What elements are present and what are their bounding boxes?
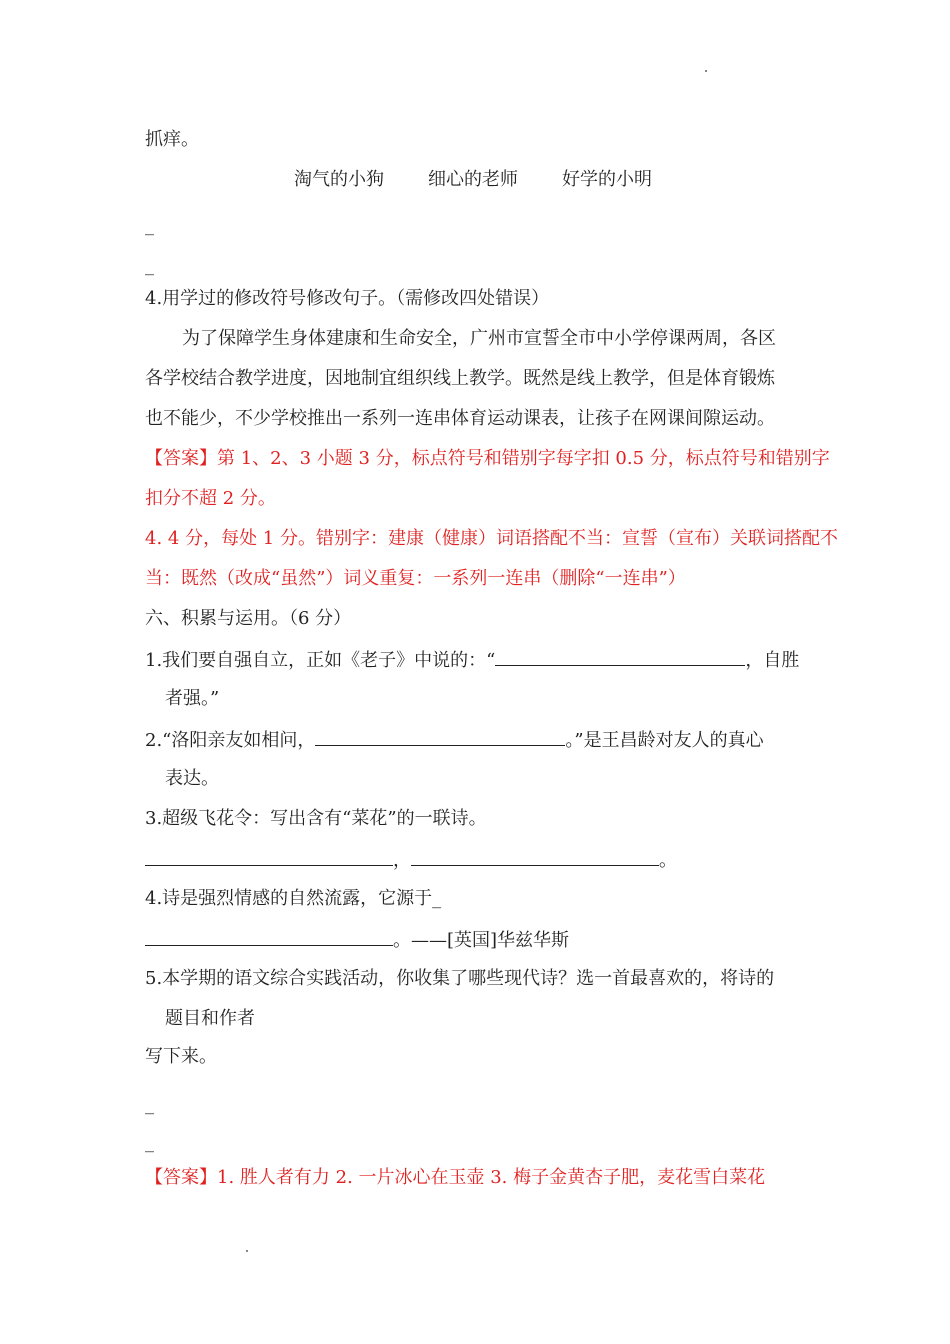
q-text: ，自胜 — [745, 650, 800, 671]
answer-line: 4. 4 分，每处 1 分。错别字：建康（健康）词语搭配不当：宣誓（宣布）关联词搭配不 — [145, 528, 838, 549]
paragraph-line: 各学校结合教学进度，因地制宜组织线上教学。既然是线上教学，但是体育锻炼 — [145, 368, 775, 389]
option: 好学的小明 — [562, 169, 652, 190]
question-5: 5.本学期的语文综合实践活动，你收集了哪些现代诗？选一首最喜欢的，将诗的 — [145, 968, 775, 989]
comma: ， — [393, 850, 411, 871]
answer-dash: _ — [145, 1094, 154, 1115]
answer-line: 当：既然（改成“虽然”）词义重复：一系列一连串（删除“一连串”） — [145, 568, 686, 589]
q-text: 表达。 — [165, 768, 219, 789]
question-4b: 4.诗是强烈情感的自然流露，它源于_ — [145, 888, 442, 909]
period: 。 — [659, 850, 677, 871]
question-4: 4.用学过的修改符号修改句子。（需修改四处错误） — [145, 288, 550, 309]
page-mark — [246, 1250, 248, 1252]
answer-line: 扣分不超 2 分。 — [145, 488, 276, 509]
page-mark — [705, 70, 707, 72]
text-line: 抓痒。 — [145, 129, 199, 150]
paragraph-line: 也不能少，不少学校推出一系列一连串体育运动课表，让孩子在网课间隙运动。 — [145, 408, 775, 429]
q-text: 题目和作者 — [165, 1008, 255, 1029]
answer-dash: _ — [145, 255, 154, 276]
option: 淘气的小狗 — [294, 169, 384, 190]
section-heading: 六、积累与运用。（6 分） — [145, 608, 352, 629]
question-4b-cont — [145, 927, 569, 953]
answer-blanks — [145, 847, 677, 873]
fill-blank[interactable] — [411, 847, 659, 866]
question-2 — [145, 727, 764, 753]
q-text: 。”是王昌龄对友人的真心 — [565, 730, 764, 751]
q-text: 者强。” — [165, 688, 220, 709]
answer-line: 【答案】第 1、2、3 小题 3 分，标点符号和错别字每字扣 0.5 分，标点符号和错别字 — [145, 448, 830, 469]
q-text: 2.“洛阳亲友如相问， — [145, 730, 316, 751]
q-text: 写下来。 — [145, 1046, 217, 1067]
answer-line: 【答案】1. 胜人者有力 2. 一片冰心在玉壶 3. 梅子金黄杏子肥，麦花雪白菜花 — [145, 1167, 766, 1188]
answer-dash: _ — [145, 215, 154, 236]
question-3: 3.超级飞花令：写出含有“菜花”的一联诗。 — [145, 808, 487, 829]
paragraph-line: 为了保障学生身体建康和生命安全，广州市宣誓全市中小学停课两周，各区 — [182, 328, 776, 349]
question-1 — [145, 647, 799, 673]
fill-blank[interactable] — [315, 727, 565, 746]
q-text: 。——[英国]华兹华斯 — [393, 930, 570, 951]
answer-dash: _ — [145, 1132, 154, 1153]
q-text: 1.我们要自强自立，正如《老子》中说的：“ — [145, 650, 496, 671]
option: 细心的老师 — [428, 169, 518, 190]
fill-blank[interactable] — [145, 927, 393, 946]
fill-blank[interactable] — [495, 647, 745, 666]
fill-blank[interactable] — [145, 847, 393, 866]
